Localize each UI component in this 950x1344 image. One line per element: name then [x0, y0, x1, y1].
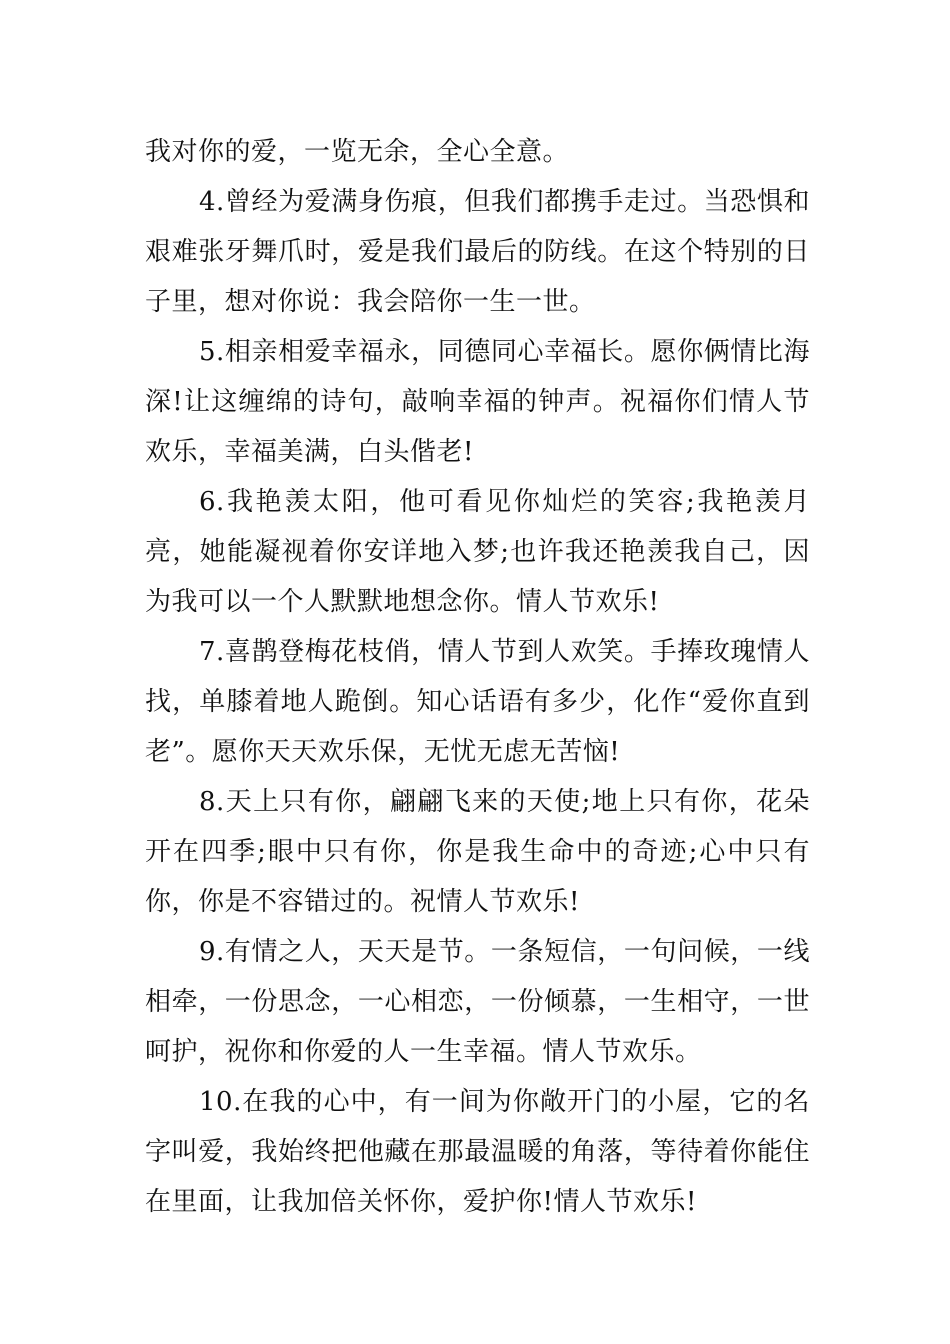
- paragraph-item-7: 7.喜鹊登梅花枝俏，情人节到人欢笑。手捧玫瑰情人找，单膝着地人跪倒。知心话语有多少，化作“爱你直到老”。愿你天天欢乐保，无忧无虑无苦恼!: [145, 637, 810, 767]
- paragraph-continuation: 我对你的爱，一览无余，全心全意。: [145, 137, 570, 167]
- document-body: [145, 127, 810, 1227]
- paragraph-item-10: 10.在我的心中，有一间为你敞开门的小屋，它的名字叫爱，我始终把他藏在那最温暖的角落，等待着你能住在里面，让我加倍关怀你，爱护你!情人节欢乐!: [145, 1087, 810, 1217]
- paragraph-item-6: 6.我艳羡太阳，他可看见你灿烂的笑容;我艳羡月亮，她能凝视着你安详地入梦;也许我还艳羡我自己，因为我可以一个人默默地想念你。情人节欢乐!: [145, 487, 810, 617]
- paragraph-item-5: 5.相亲相爱幸福永，同德同心幸福长。愿你俩情比海深!让这缠绵的诗句，敲响幸福的钟声。祝福你们情人节欢乐，幸福美满，白头偕老!: [145, 337, 810, 467]
- paragraph-item-9: 9.有情之人，天天是节。一条短信，一句问候，一线相牵，一份思念，一心相恋，一份倾慕，一生相守，一世呵护，祝你和你爱的人一生幸福。情人节欢乐。: [145, 937, 810, 1067]
- paragraph-item-4: 4.曾经为爱满身伤痕，但我们都携手走过。当恐惧和艰难张牙舞爪时，爱是我们最后的防线。在这个特别的日子里，想对你说：我会陪你一生一世。: [145, 187, 810, 317]
- paragraph-item-8: 8.天上只有你，翩翩飞来的天使;地上只有你，花朵开在四季;眼中只有你，你是我生命中的奇迹;心中只有你，你是不容错过的。祝情人节欢乐!: [145, 787, 810, 917]
